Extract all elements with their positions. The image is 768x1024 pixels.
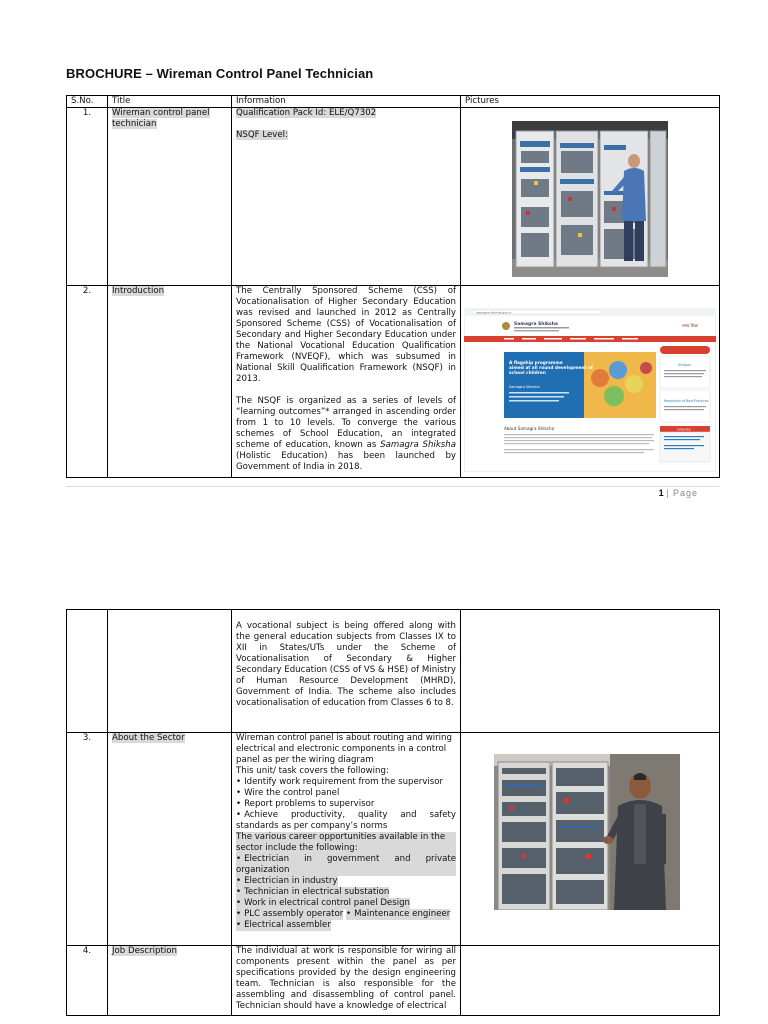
control-panel-technician-photo bbox=[512, 121, 668, 277]
row-title: Job Description bbox=[108, 946, 232, 1016]
intro-paragraph-2: The NSQF is organized as a series of levels of “learning outcomes”* arranged in ascending order from 1 to 10 levels. To converge the various schemes of School Education, an integrated scheme of education, known as Samagra Shiksha (Holistic Education) has been launched by Government of India in 2018. bbox=[236, 396, 456, 472]
career-list bbox=[236, 854, 456, 931]
nsqf-level: NSQF Level: bbox=[236, 130, 288, 140]
row-information bbox=[232, 733, 461, 946]
list-item: • Achieve productivity, quality and safety standards as per company’s norms bbox=[236, 810, 456, 832]
intro-paragraph-3: A vocational subject is being offered along with the general education subjects from Classes IX to XII in States/UTs under the Scheme of Vocationalisation of Secondary & Higher Secondary Education (CSS of VS & HSE) of Ministry of Human Resource Development (MHRD), Government of India. The scheme also includes vocationalisation of education from Classes 6 to 8. bbox=[236, 621, 456, 708]
sector-covers: This unit/ task covers the following: bbox=[236, 766, 389, 776]
list-item: • Electrician in industry bbox=[236, 876, 338, 887]
list-item: • Report problems to supervisor bbox=[236, 799, 456, 810]
page-number: 1 | Page bbox=[658, 488, 698, 498]
svg-text:समग्र शिक्षा: समग्र शिक्षा bbox=[682, 323, 699, 328]
table-header-row bbox=[67, 96, 720, 108]
intro-paragraph-1: The Centrally Sponsored Scheme (CSS) of Vocationalisation of Higher Secondary Education was revised and launched in 2012 as Centrally Sponsored Scheme (CSS) of Vocationalisation of Secondary and Higher Secondary Education under the National Vocational Education Qualification Framework (NVEQF), which was subsumed in National Skill Qualification Framework (NSQF) in 2013. bbox=[236, 286, 456, 384]
updates-label: UPDATES bbox=[677, 427, 691, 432]
row-number: 2. bbox=[67, 286, 108, 478]
list-item: • Wire the control panel bbox=[236, 788, 456, 799]
document-title: BROCHURE – Wireman Control Panel Technician bbox=[66, 66, 374, 81]
svg-text:A flagship programme: A flagship programme aimed at all round development of school children bbox=[509, 361, 593, 376]
row-number: 3. bbox=[67, 733, 108, 946]
header-sno: S.No. bbox=[67, 96, 108, 108]
row-title: Wireman control panel technician bbox=[108, 108, 232, 286]
header-information: Information bbox=[232, 96, 461, 108]
task-list bbox=[236, 777, 456, 832]
row-information bbox=[232, 610, 461, 733]
brochure-table-page2 bbox=[66, 609, 720, 1016]
row-number: 1. bbox=[67, 108, 108, 286]
table-row-4 bbox=[67, 946, 720, 1016]
row-information bbox=[232, 108, 461, 286]
samagra-shiksha-website-screenshot bbox=[464, 308, 716, 472]
qualification-pack-id: Qualification Pack Id: ELE/Q7302 bbox=[236, 108, 377, 118]
list-item: • PLC assembly operator bbox=[236, 909, 343, 920]
footer-divider bbox=[66, 486, 719, 487]
row-information: The individual at work is responsible for wiring all components present within the panel as per specifications provided by the design engineering team. Technician is also responsible for the assembling and disassembling of control panel. Technician should have a knowledge of electrical bbox=[232, 946, 461, 1016]
technician-at-panel-photo bbox=[494, 754, 680, 910]
table-row-3 bbox=[67, 733, 720, 946]
list-item: • Maintenance engineer bbox=[346, 909, 450, 920]
career-intro: The various career opportunities available in the sector include the following: bbox=[236, 832, 456, 854]
side-title-2: Repository of Best Practices bbox=[664, 399, 709, 403]
sector-intro: Wireman control panel is about routing and wiring electrical and electronic components in a control panel as per the wiring diagram bbox=[236, 733, 452, 765]
side-title-1: Shagun bbox=[678, 363, 692, 367]
browser-url: samagra.shiksha.gov.in bbox=[476, 310, 512, 315]
list-item: • Work in electrical control panel Design bbox=[236, 898, 410, 909]
row-information bbox=[232, 286, 461, 478]
brochure-table-page1 bbox=[66, 95, 720, 478]
site-name: Samagra Shiksha bbox=[514, 322, 558, 327]
table-row-1 bbox=[67, 108, 720, 286]
header-pictures: Pictures bbox=[461, 96, 720, 108]
row-picture bbox=[461, 108, 720, 286]
list-item: • Identify work requirement from the supervisor bbox=[236, 777, 456, 788]
table-row-2 bbox=[67, 286, 720, 478]
hero-sub: Samagra Shiksha bbox=[509, 385, 540, 389]
row-number: 4. bbox=[67, 946, 108, 1016]
table-row-2-continued bbox=[67, 610, 720, 733]
list-item: • Electrician in government and private organization bbox=[236, 854, 456, 876]
list-item: • Technician in electrical substation bbox=[236, 887, 389, 898]
row-title: About the Sector bbox=[108, 733, 232, 946]
row-picture bbox=[461, 733, 720, 946]
list-item: • Electrical assembler bbox=[236, 920, 331, 931]
row-picture bbox=[461, 286, 720, 478]
row-title: Introduction bbox=[108, 286, 232, 478]
header-title: Title bbox=[108, 96, 232, 108]
about-heading: About Samagra Shiksha bbox=[504, 426, 555, 431]
